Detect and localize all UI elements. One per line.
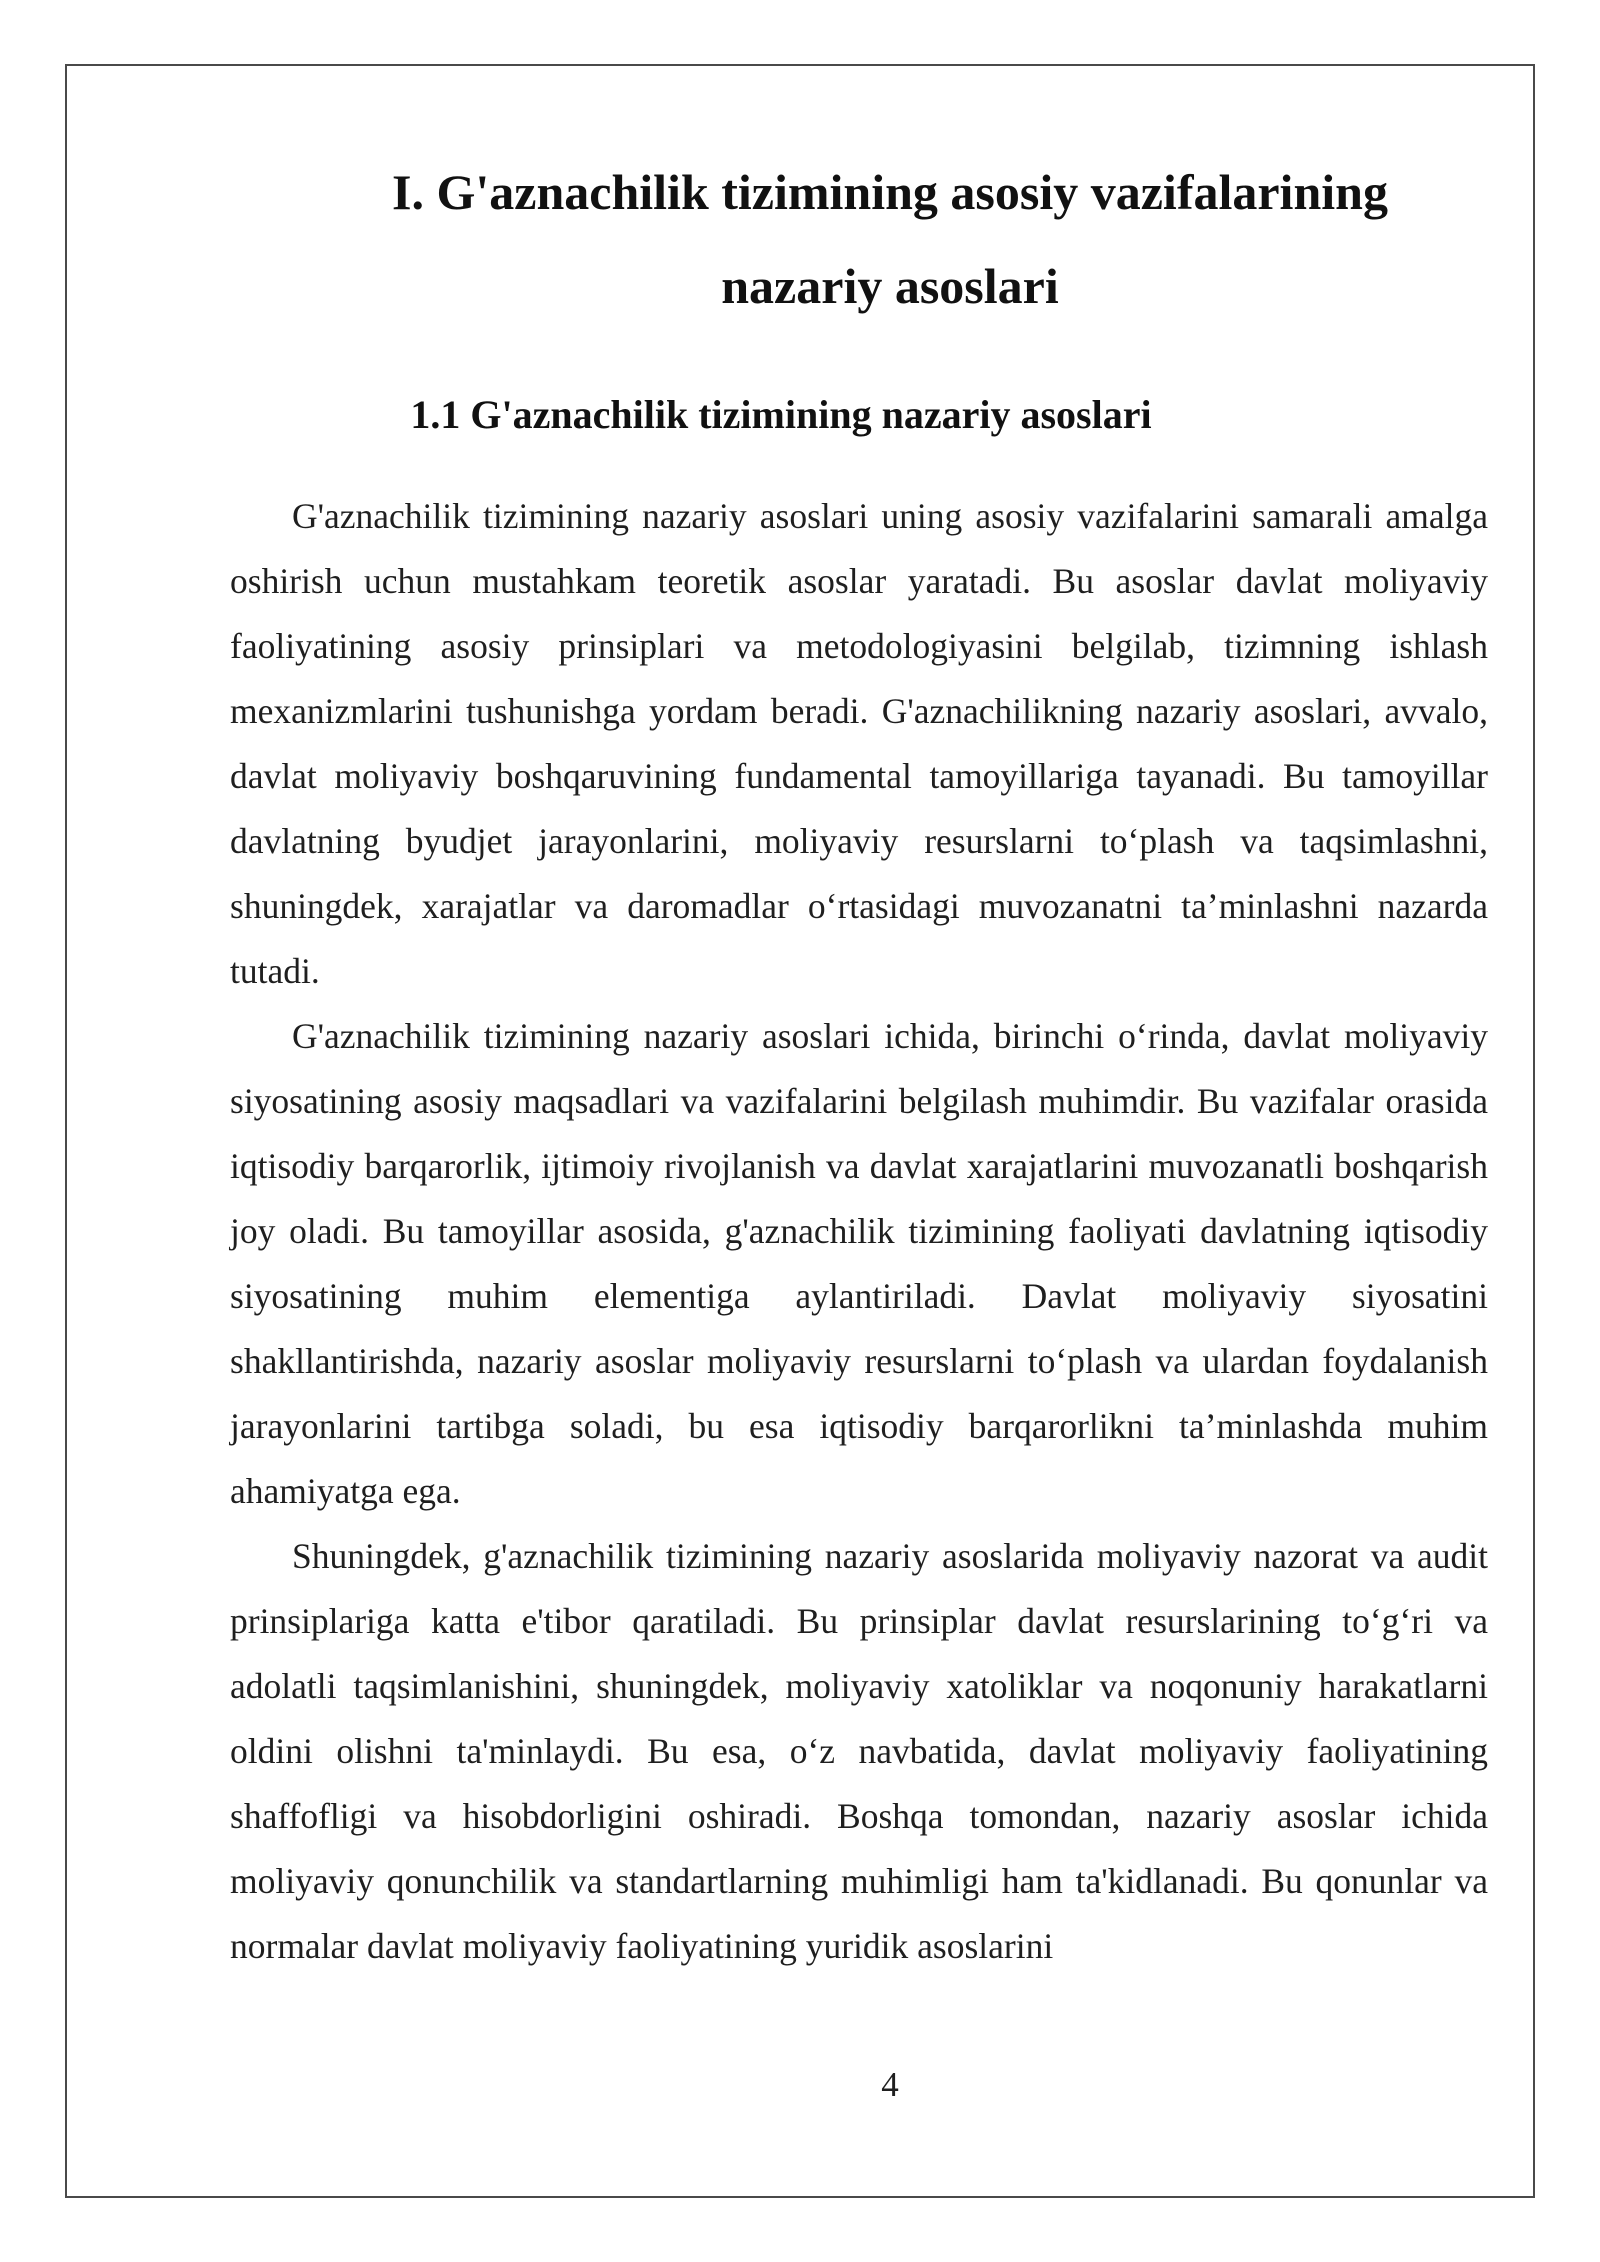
paragraph-3: Shuningdek, g'aznachilik tizimining nazariy asoslarida moliyaviy nazorat va audit prinsiplariga katta e'tibor qaratiladi. Bu prinsiplar davlat resurslarining to‘g‘ri va adolatli taqsimlanishini, shuningdek, moliyaviy xatoliklar va noqonuniy harakatlarni oldini olishni ta'minlaydi. Bu esa, o‘z navbatida, davlat moliyaviy faoliyatining shaffofligi va hisobdorligini oshiradi. Boshqa tomondan, nazariy asoslar ichida moliyaviy qonunchilik va standartlarning muhimligi ham ta'kidlanadi. Bu qonunlar va normalar davlat moliyaviy faoliyatining yuridik asoslarini <box>230 1536 1488 1966</box>
body-text <box>230 484 1488 1979</box>
paragraph-2: G'aznachilik tizimining nazariy asoslari ichida, birinchi o‘rinda, davlat moliyaviy siyosatining asosiy maqsadlari va vazifalarini belgilash muhimdir. Bu vazifalar orasida iqtisodiy barqarorlik, ijtimoiy rivojlanish va davlat xarajatlarini muvozanatli boshqarish joy oladi. Bu tamoyillar asosida, g'aznachilik tizimining faoliyati davlatning iqtisodiy siyosatining muhim elementiga aylantiriladi. Davlat moliyaviy siyosatini shakllantirishda, nazariy asoslar moliyaviy resurslarni to‘plash va ulardan foydalanish jarayonlarini tartibga soladi, bu esa iqtisodiy barqarorlikni ta’minlashda muhim ahamiyatga ega. <box>230 1016 1488 1511</box>
chapter-title: I. G'aznachilik tizimining asosiy vazifalarining nazariy asoslari <box>392 164 1388 314</box>
paragraph-1: G'aznachilik tizimining nazariy asoslari uning asosiy vazifalarini samarali amalga oshirish uchun mustahkam teoretik asoslar yaratadi. Bu asoslar davlat moliyaviy faoliyatining asosiy prinsiplari va metodologiyasini belgilab, tizimning ishlash mexanizmlarini tushunishga yordam beradi. G'aznachilikning nazariy asoslari, avvalo, davlat moliyaviy boshqaruvining fundamental tamoyillariga tayanadi. Bu tamoyillar davlatning byudjet jarayonlarini, moliyaviy resurslarni to‘plash va taqsimlashni, shuningdek, xarajatlar va daromadlar o‘rtasidagi muvozanatni ta’minlashni nazarda tutadi. <box>230 496 1488 991</box>
page-number: 4 <box>881 2065 899 2104</box>
section-title: 1.1 G'aznachilik tizimining nazariy asoslari <box>410 392 1152 437</box>
